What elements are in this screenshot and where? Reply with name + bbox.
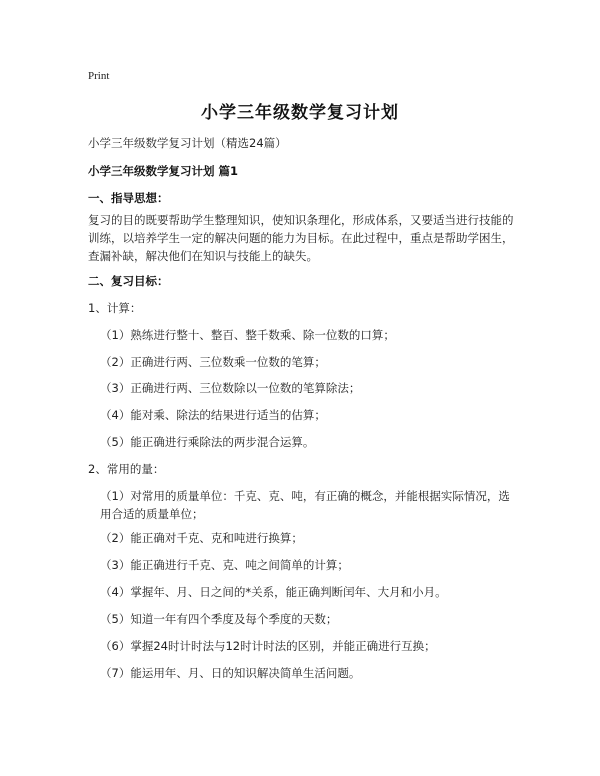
document-title: 小学三年级数学复习计划 xyxy=(201,103,399,123)
part1-body: 复习的目的既要帮助学生整理知识，使知识条理化，形成体系，又要适当进行技能的训练，以培养学生一定的解决问题的能力为目标。在此过程中，重点是帮助学困生，查漏补缺，解决他们在知识与技能上的缺失。 xyxy=(88,213,514,263)
document-subtitle: 小学三年级数学复习计划（精选24篇） xyxy=(88,136,287,150)
list-item: （3）能正确进行千克、克、吨之间简单的计算； xyxy=(100,558,349,572)
list-item: （1）熟练进行整十、整百、整千数乘、除一位数的口算； xyxy=(100,328,395,342)
list-item: （3）正确进行两、三位数除以一位数的笔算除法； xyxy=(100,381,361,395)
list-item: （2）能正确对千克、克和吨进行换算； xyxy=(100,531,303,545)
part2-heading: 二、复习目标： xyxy=(88,274,169,288)
list-item: （5）知道一年有四个季度及每个季度的天数； xyxy=(100,612,338,626)
sub2-label: 2、常用的量： xyxy=(88,462,165,476)
list-item: （1）对常用的质量单位：千克、克、吨，有正确的概念，并能根据实际情况，选用合适的质量单位； xyxy=(100,489,510,521)
sub1-label: 1、计算： xyxy=(88,301,142,315)
part1-heading: 一、指导思想： xyxy=(88,191,169,205)
list-item: （2）正确进行两、三位数乘一位数的笔算； xyxy=(100,355,326,369)
list-item: （4）掌握年、月、日之间的*关系，能正确判断闰年、大月和小月。 xyxy=(100,585,447,599)
list-item: （4）能对乘、除法的结果进行适当的估算； xyxy=(100,408,326,422)
print-label: Print xyxy=(88,70,110,82)
list-item: （5）能正确进行乘除法的两步混合运算。 xyxy=(100,435,315,449)
section-title: 小学三年级数学复习计划 篇1 xyxy=(88,164,239,178)
list-item: （6）掌握24时计时法与12时计时法的区别，并能正确进行互换； xyxy=(100,639,436,653)
list-item: （7）能运用年、月、日的知识解决简单生活问题。 xyxy=(100,666,361,680)
